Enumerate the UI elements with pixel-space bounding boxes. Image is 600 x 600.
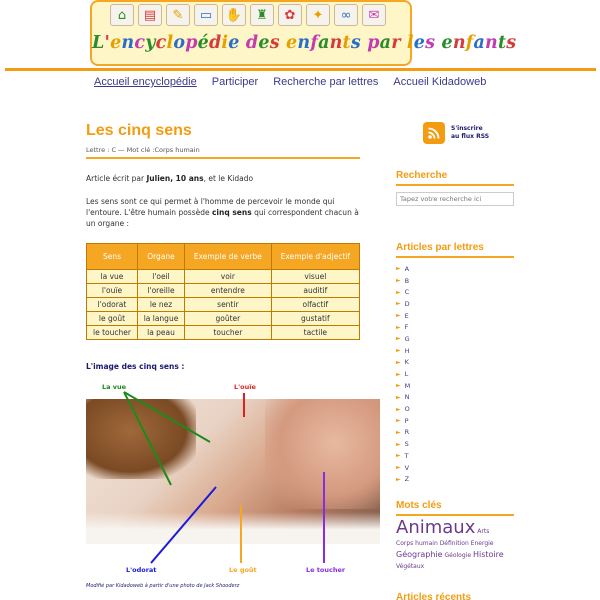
banner-title-letter: L	[92, 33, 105, 53]
arrow-right-icon: ►	[396, 335, 401, 343]
header-exemple-verbe: Exemple de verbe	[185, 244, 272, 270]
banner-title-letter: t	[342, 33, 351, 53]
letter-label: D	[404, 299, 410, 308]
letter-label: B	[404, 276, 410, 285]
letter-label: R	[404, 428, 410, 437]
letter-link[interactable]	[396, 263, 514, 275]
banner-title-letter: s	[506, 33, 517, 53]
letter-label: M	[404, 381, 411, 390]
letter-link[interactable]	[396, 380, 514, 392]
senses-table-row	[87, 312, 360, 326]
letter-label: S	[404, 440, 409, 449]
senses-table-cell: gustatif	[271, 312, 359, 326]
banner-title-letter: c	[155, 33, 167, 53]
rss-label-line1: S'inscrire	[451, 125, 483, 132]
arrow-right-icon: ►	[396, 288, 401, 296]
recent-heading: Articles récents	[396, 592, 514, 600]
banner-title-letter: e	[413, 33, 426, 53]
intro-bold: cinq sens	[211, 208, 252, 217]
odorat-line	[151, 487, 216, 563]
letter-label: C	[404, 288, 410, 297]
letter-label: L	[404, 370, 409, 379]
banner-title-letter: l	[166, 33, 174, 53]
arrow-right-icon: ►	[396, 277, 401, 285]
banner-title-letter: i	[221, 33, 229, 53]
senses-table-cell: l'ouïe	[87, 284, 138, 298]
label-ouie: L'ouïe	[234, 383, 256, 391]
senses-table-cell: toucher	[185, 326, 272, 340]
letters-heading: Articles par lettres	[396, 242, 514, 258]
letter-link[interactable]	[396, 462, 514, 474]
article-title: Les cinq sens	[86, 122, 192, 139]
banner-title-letter: n	[452, 33, 466, 53]
letter-label: G	[404, 334, 410, 343]
nav-accueil-kidadoweb[interactable]: Accueil Kidadoweb	[393, 76, 487, 88]
tag-vegetaux[interactable]: Végétaux	[396, 563, 425, 570]
banner-title-letter: l	[406, 33, 414, 53]
senses-table-cell: auditif	[271, 284, 359, 298]
letter-link[interactable]	[396, 392, 514, 404]
tag-geographie[interactable]: Géographie	[396, 550, 443, 559]
banner-title-letter: p	[185, 33, 198, 53]
arrow-right-icon: ►	[396, 312, 401, 320]
arrow-right-icon: ►	[396, 440, 401, 448]
senses-table-header	[87, 244, 360, 270]
letter-icon[interactable]: ✉	[362, 4, 386, 26]
letter-link[interactable]	[396, 473, 514, 485]
arrow-right-icon: ►	[396, 265, 401, 273]
senses-table-cell: la vue	[87, 270, 138, 284]
tags-heading: Mots clés	[396, 500, 514, 516]
arrow-right-icon: ►	[396, 417, 401, 425]
hand-icon[interactable]: ✋	[222, 4, 246, 26]
arrow-right-icon: ►	[396, 452, 401, 460]
banner-title-letter: e	[228, 33, 240, 53]
senses-table-cell: olfactif	[271, 298, 359, 312]
nav-participer[interactable]: Participer	[211, 76, 259, 88]
nav-accueil-encyclopedie[interactable]: Accueil encyclopédie	[94, 76, 197, 88]
letter-label: V	[404, 463, 410, 472]
letter-link[interactable]	[396, 345, 514, 357]
arrow-right-icon: ►	[396, 358, 401, 366]
tag-corps-humain[interactable]: Corps humain	[396, 540, 438, 547]
senses-table-cell: entendre	[185, 284, 272, 298]
top-nav	[94, 76, 486, 88]
banner-icon-row	[110, 4, 386, 26]
senses-table-cell: voir	[185, 270, 272, 284]
tag-energie[interactable]: Energie	[470, 540, 494, 547]
byline-prefix: Article écrit par	[86, 174, 147, 183]
banner-title-letter: '	[104, 33, 111, 53]
banner-title-letter: s	[269, 33, 280, 53]
sense-pointer-lines	[86, 375, 380, 575]
senses-table-row	[87, 298, 360, 312]
article	[86, 122, 380, 371]
intro-text-1: Les sens sont ce qui permet à l'homme de percevoir le monde qui l'entoure. L'être humain possède	[86, 197, 335, 217]
flower-icon[interactable]: ✿	[278, 4, 302, 26]
banner-title-letter: n	[485, 33, 498, 53]
senses-table-cell: la langue	[137, 312, 184, 326]
article-meta[interactable]: Lettre : C — Mot clé :Corps humain	[86, 146, 360, 159]
senses-table-cell: le nez	[137, 298, 184, 312]
header-divider	[5, 68, 596, 71]
letter-link[interactable]	[396, 450, 514, 462]
banner-title-letter: e	[286, 33, 298, 53]
banner-title-letter: s	[350, 33, 361, 53]
banner-title-letter: c	[134, 33, 146, 53]
letter-label: E	[404, 311, 409, 320]
letter-link[interactable]	[396, 438, 514, 450]
banner-title-letter: t	[497, 33, 507, 53]
senses-table-cell: l'odorat	[87, 298, 138, 312]
search-heading: Recherche	[396, 170, 514, 186]
banner-title-letter: n	[121, 33, 135, 53]
tag-animaux[interactable]: Animaux	[396, 517, 476, 538]
letter-link[interactable]	[396, 333, 514, 345]
letter-label: O	[404, 405, 410, 414]
arrow-right-icon: ►	[396, 405, 401, 413]
letter-label: F	[404, 323, 409, 332]
banner-title-letter: e	[258, 33, 270, 53]
header-exemple-adjectif: Exemple d'adjectif	[271, 244, 359, 270]
banner-title-letter: a	[473, 33, 486, 53]
header-organe: Organe	[137, 244, 184, 270]
letter-label: Z	[404, 475, 410, 484]
computer-icon[interactable]: ▭	[194, 4, 218, 26]
banner-title-letter: e	[441, 33, 453, 53]
rss-label-line2: au flux RSS	[451, 133, 490, 140]
banner-title-letter: f	[465, 33, 474, 53]
senses-table-cell: l'oeil	[137, 270, 184, 284]
nav-recherche-par-lettres[interactable]: Recherche par lettres	[273, 76, 379, 88]
label-toucher: Le toucher	[306, 566, 346, 574]
letter-link[interactable]	[396, 368, 514, 380]
letter-link[interactable]	[396, 403, 514, 415]
intro-text-2: qui correspondent chacun à un organe :	[86, 208, 359, 228]
five-senses-figure	[86, 375, 380, 589]
site-banner[interactable]	[90, 0, 517, 66]
letter-link[interactable]	[396, 357, 514, 369]
sidebar	[396, 122, 514, 600]
letter-link[interactable]	[396, 286, 514, 298]
senses-table-cell: le goût	[87, 312, 138, 326]
tag-definition[interactable]: Définition	[439, 540, 469, 547]
glasses-icon[interactable]: ∞	[334, 4, 358, 26]
rss-label[interactable]	[451, 125, 489, 141]
banner-title-letter: é	[197, 33, 209, 53]
senses-table-cell: visuel	[271, 270, 359, 284]
label-vue: La vue	[102, 383, 127, 391]
arrow-right-icon: ►	[396, 464, 401, 472]
senses-table-cell: sentir	[185, 298, 272, 312]
senses-table-cell: tactile	[271, 326, 359, 340]
banner-title-letter: y	[145, 33, 156, 53]
senses-table	[86, 243, 360, 340]
senses-table-row	[87, 270, 360, 284]
banner-title-letter: n	[297, 33, 311, 53]
photo-credit: Modifié par Kidadoweb à partir d'une photo de Jack Shooderz	[86, 583, 240, 589]
senses-table-cell: la peau	[137, 326, 184, 340]
article-byline	[86, 173, 380, 184]
banner-title-letter: e	[110, 33, 122, 53]
arrow-right-icon: ►	[396, 300, 401, 308]
byline-suffix: , et le Kidado	[203, 174, 254, 183]
letter-label: T	[404, 451, 409, 460]
tag-histoire[interactable]: Histoire	[472, 550, 504, 559]
rss-subscribe[interactable]	[423, 122, 514, 144]
banner-title	[92, 33, 517, 53]
search-input[interactable]	[396, 192, 514, 206]
label-odorat: L'odorat	[126, 566, 157, 574]
header-sens: Sens	[87, 244, 138, 270]
arrow-right-icon: ►	[396, 475, 401, 483]
letters-list	[396, 263, 514, 485]
arrow-right-icon: ►	[396, 382, 401, 390]
tag-cloud	[396, 518, 514, 572]
letter-label: A	[404, 264, 410, 273]
letter-label: K	[404, 358, 409, 367]
letter-label: H	[404, 346, 410, 355]
senses-table-row	[87, 326, 360, 340]
arrow-right-icon: ►	[396, 370, 401, 378]
banner-title-letter: f	[310, 33, 319, 53]
arrow-right-icon: ►	[396, 347, 401, 355]
banner-title-letter: s	[425, 33, 436, 53]
letter-label: P	[404, 416, 409, 425]
image-caption: L'image des cinq sens :	[86, 362, 185, 371]
senses-table-cell: le toucher	[87, 326, 138, 340]
arrow-right-icon: ►	[396, 393, 401, 401]
castle-icon[interactable]: ♜	[250, 4, 274, 26]
tag-geologie[interactable]: Géologie	[444, 552, 472, 559]
senses-table-cell: goûter	[185, 312, 272, 326]
pencil-icon[interactable]: ✎	[166, 4, 190, 26]
banner-title-letter: o	[173, 33, 186, 53]
banner-title-letter: d	[208, 33, 222, 53]
banner-title-letter: n	[329, 33, 343, 53]
house-icon[interactable]: ⌂	[110, 4, 134, 26]
banner-title-letter: p	[367, 33, 380, 53]
banner-title-letter: a	[318, 33, 330, 53]
tag-arts[interactable]: Arts	[477, 528, 490, 535]
letter-link[interactable]	[396, 298, 514, 310]
star-icon[interactable]: ✦	[306, 4, 330, 26]
book-icon[interactable]: ▤	[138, 4, 162, 26]
article-intro	[86, 196, 366, 229]
letter-link[interactable]	[396, 415, 514, 427]
letter-label: N	[404, 393, 410, 402]
letter-link[interactable]	[396, 321, 514, 333]
rss-icon[interactable]	[423, 122, 445, 144]
banner-title-letter: d	[245, 33, 259, 53]
arrow-right-icon: ►	[396, 428, 401, 436]
arrow-right-icon: ►	[396, 323, 401, 331]
letter-link[interactable]	[396, 275, 514, 287]
banner-title-letter: r	[391, 33, 401, 53]
letter-link[interactable]	[396, 310, 514, 322]
banner-title-letter: a	[379, 33, 392, 53]
letter-link[interactable]	[396, 427, 514, 439]
byline-author: Julien, 10 ans	[146, 174, 204, 183]
label-gout: Le goût	[229, 566, 257, 574]
senses-table-row	[87, 284, 360, 298]
senses-table-cell: l'oreille	[137, 284, 184, 298]
